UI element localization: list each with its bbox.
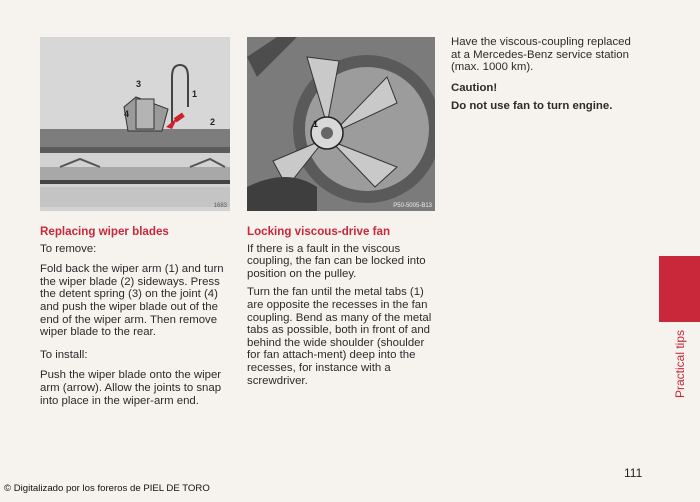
chapter-tab bbox=[659, 256, 700, 322]
chapter-tab-label: Practical tips bbox=[673, 329, 687, 398]
page-number: 111 bbox=[624, 466, 643, 480]
wiper-blade-figure bbox=[40, 37, 230, 211]
figure-callout: 4 bbox=[124, 109, 130, 119]
install-instructions: Push the wiper blade onto the wiper arm (arrow). Allow the joints to snap into place in the wiper-arm end. bbox=[40, 369, 222, 407]
figure-callout: 2 bbox=[210, 117, 216, 127]
caution-text: Do not use fan to turn engine. bbox=[451, 100, 613, 113]
subheading-to-remove: To remove: bbox=[40, 242, 97, 255]
wiper-section bbox=[40, 226, 232, 413]
figure-number: P50-5005-B13 bbox=[393, 203, 432, 209]
viscous-coupling-section bbox=[451, 36, 641, 119]
fan-figure bbox=[247, 37, 435, 211]
caution-label: Caution! bbox=[451, 81, 498, 94]
section-heading: Replacing wiper blades bbox=[40, 225, 169, 238]
section-heading: Locking viscous-drive fan bbox=[247, 225, 391, 238]
figure-callout: 3 bbox=[136, 79, 142, 89]
fan-paragraph: Turn the fan until the metal tabs (1) are opposite the recesses in the fan coupling. Bend as many of the metal tabs as possible, both in front of and behind the wide shoulder (shoulder for fan attach-ment) deep into the recesses, for instance with a screwdriver. bbox=[247, 286, 432, 387]
service-paragraph: Have the viscous-coupling replaced at a Mercedes-Benz service station (max. 1000 km). bbox=[451, 36, 631, 74]
fan-paragraph: If there is a fault in the viscous coupling, the fan can be locked into position on the pulley. bbox=[247, 242, 426, 280]
figure-number: 1683 bbox=[213, 203, 227, 209]
figure-callout: 1 bbox=[313, 119, 319, 129]
remove-instructions: Fold back the wiper arm (1) and turn the wiper blade (2) sideways. Press the detent spring (3) on the joint (4) and push the wiper blade out of the end of the wiper arm. Then remove wiper blade to the rear. bbox=[40, 263, 224, 339]
footer-credit: © Digitalizado por los foreros de PIEL DE TORO bbox=[4, 483, 210, 494]
fan-section bbox=[247, 226, 439, 393]
subheading-to-install: To install: bbox=[40, 348, 88, 361]
figure-callout: 1 bbox=[192, 89, 198, 99]
